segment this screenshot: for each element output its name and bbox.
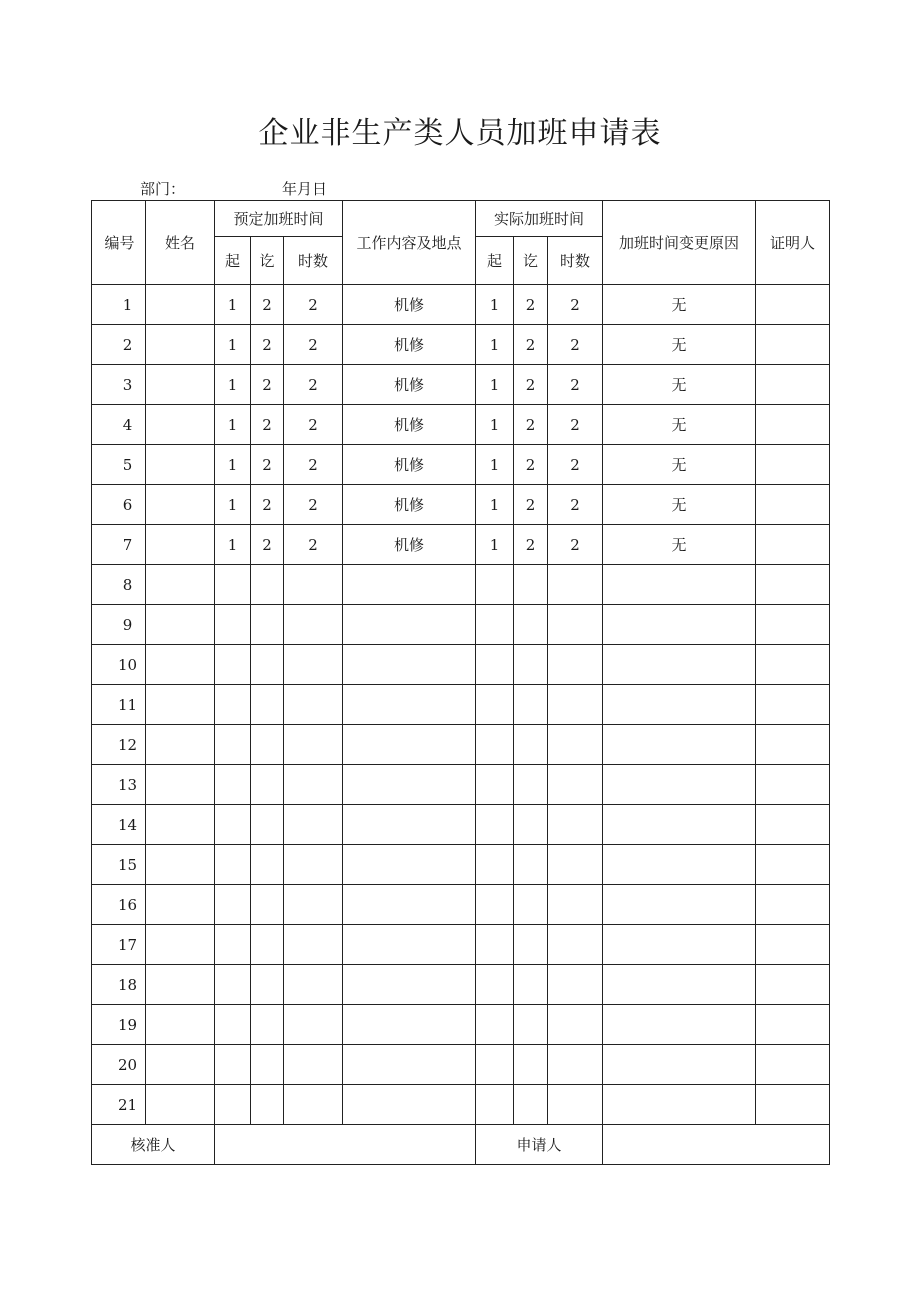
cell-actual-hours[interactable] [548,885,603,925]
cell-witness[interactable] [756,285,830,325]
table-row [92,485,830,525]
cell-actual-start[interactable] [476,965,514,1005]
cell-planned-end[interactable] [251,965,284,1005]
cell-planned-end[interactable]: 2 [251,285,284,325]
cell-work[interactable] [343,685,476,725]
header-reason: 加班时间变更原因 [603,201,756,285]
cell-actual-end[interactable] [514,925,548,965]
cell-work[interactable] [343,925,476,965]
cell-actual-hours[interactable] [548,965,603,1005]
header-no: 编号 [92,201,146,285]
cell-name[interactable] [146,325,215,365]
cell-actual-end[interactable] [514,605,548,645]
cell-no: 11 [92,685,146,725]
cell-planned-hours[interactable]: 2 [284,285,343,325]
cell-actual-start[interactable]: 1 [476,325,514,365]
cell-reason[interactable]: 无 [603,365,756,405]
cell-name[interactable] [146,765,215,805]
cell-actual-end[interactable] [514,1005,548,1045]
cell-no: 5 [92,445,146,485]
cell-actual-start[interactable] [476,685,514,725]
cell-work[interactable]: 机修 [343,525,476,565]
table-row [92,445,830,485]
header-actual-start: 起 [476,237,514,285]
cell-name[interactable] [146,405,215,445]
cell-reason[interactable] [603,1045,756,1085]
cell-reason[interactable] [603,565,756,605]
applicant-field[interactable] [603,1125,830,1165]
cell-planned-hours[interactable] [284,1085,343,1125]
cell-reason[interactable]: 无 [603,485,756,525]
cell-planned-start[interactable] [215,645,251,685]
cell-no: 13 [92,765,146,805]
table-header [92,201,830,285]
header-planned: 预定加班时间 [215,201,343,237]
cell-actual-hours[interactable]: 2 [548,485,603,525]
cell-planned-end[interactable]: 2 [251,445,284,485]
cell-planned-start[interactable] [215,885,251,925]
cell-work[interactable] [343,605,476,645]
cell-planned-end[interactable]: 2 [251,325,284,365]
cell-witness[interactable] [756,725,830,765]
page-title: 企业非生产类人员加班申请表 [258,116,662,151]
cell-name[interactable] [146,1085,215,1125]
cell-planned-end[interactable]: 2 [251,485,284,525]
cell-reason[interactable] [603,685,756,725]
cell-actual-hours[interactable] [548,765,603,805]
cell-planned-start[interactable] [215,1045,251,1085]
cell-name[interactable] [146,565,215,605]
cell-reason[interactable] [603,965,756,1005]
cell-planned-hours[interactable] [284,565,343,605]
cell-planned-hours[interactable] [284,965,343,1005]
cell-planned-hours[interactable] [284,885,343,925]
cell-planned-start[interactable]: 1 [215,365,251,405]
cell-no: 20 [92,1045,146,1085]
cell-witness[interactable] [756,685,830,725]
header-actual-end: 讫 [514,237,548,285]
header-name: 姓名 [146,201,215,285]
cell-name[interactable] [146,1005,215,1045]
cell-actual-end[interactable]: 2 [514,365,548,405]
cell-no: 21 [92,1085,146,1125]
cell-planned-start[interactable] [215,1005,251,1045]
table-row [92,925,830,965]
cell-no: 17 [92,925,146,965]
cell-work[interactable] [343,725,476,765]
cell-planned-hours[interactable] [284,725,343,765]
cell-actual-start[interactable]: 1 [476,405,514,445]
cell-planned-start[interactable] [215,685,251,725]
cell-work[interactable] [343,1045,476,1085]
cell-actual-hours[interactable] [548,565,603,605]
cell-witness[interactable] [756,1085,830,1125]
cell-planned-start[interactable]: 1 [215,325,251,365]
table-row [92,405,830,445]
cell-no: 18 [92,965,146,1005]
cell-planned-end[interactable] [251,1045,284,1085]
cell-planned-end[interactable] [251,845,284,885]
overtime-table [91,200,830,1165]
cell-name[interactable] [146,525,215,565]
cell-planned-start[interactable] [215,845,251,885]
cell-no: 3 [92,365,146,405]
cell-name[interactable] [146,1045,215,1085]
cell-actual-end[interactable]: 2 [514,325,548,365]
table-row [92,1045,830,1085]
cell-actual-end[interactable]: 2 [514,285,548,325]
cell-reason[interactable] [603,645,756,685]
cell-planned-hours[interactable] [284,805,343,845]
cell-actual-end[interactable]: 2 [514,445,548,485]
cell-work[interactable] [343,965,476,1005]
cell-witness[interactable] [756,325,830,365]
cell-actual-end[interactable] [514,565,548,605]
cell-planned-end[interactable] [251,925,284,965]
cell-reason[interactable] [603,1085,756,1125]
table-row [92,765,830,805]
cell-reason[interactable] [603,1005,756,1045]
header-planned-hours: 时数 [284,237,343,285]
cell-actual-end[interactable]: 2 [514,485,548,525]
table-row [92,645,830,685]
table-row [92,565,830,605]
cell-work[interactable] [343,885,476,925]
cell-actual-start[interactable]: 1 [476,445,514,485]
cell-witness[interactable] [756,1005,830,1045]
cell-work[interactable]: 机修 [343,365,476,405]
cell-work[interactable] [343,765,476,805]
cell-name[interactable] [146,445,215,485]
header-actual-hours: 时数 [548,237,603,285]
cell-no: 8 [92,565,146,605]
cell-planned-hours[interactable] [284,685,343,725]
table-row [92,845,830,885]
cell-witness[interactable] [756,485,830,525]
header-planned-start: 起 [215,237,251,285]
cell-actual-hours[interactable] [548,725,603,765]
cell-witness[interactable] [756,765,830,805]
cell-planned-hours[interactable]: 2 [284,325,343,365]
cell-planned-end[interactable] [251,765,284,805]
cell-name[interactable] [146,845,215,885]
cell-planned-end[interactable] [251,805,284,845]
table-row [92,325,830,365]
table-row [92,725,830,765]
cell-work[interactable]: 机修 [343,285,476,325]
applicant-label: 申请人 [476,1125,603,1165]
cell-name[interactable] [146,285,215,325]
cell-witness[interactable] [756,925,830,965]
cell-planned-hours[interactable]: 2 [284,525,343,565]
cell-actual-start[interactable] [476,925,514,965]
cell-planned-hours[interactable] [284,645,343,685]
cell-witness[interactable] [756,645,830,685]
cell-actual-end[interactable] [514,885,548,925]
cell-actual-hours[interactable]: 2 [548,405,603,445]
cell-work[interactable]: 机修 [343,485,476,525]
cell-planned-start[interactable] [215,965,251,1005]
cell-planned-end[interactable] [251,565,284,605]
cell-name[interactable] [146,605,215,645]
cell-planned-start[interactable] [215,725,251,765]
date-label: 年月日 [282,180,328,198]
cell-actual-end[interactable] [514,685,548,725]
cell-witness[interactable] [756,565,830,605]
cell-planned-end[interactable] [251,1005,284,1045]
cell-planned-end[interactable] [251,1085,284,1125]
cell-reason[interactable] [603,765,756,805]
cell-witness[interactable] [756,405,830,445]
cell-planned-end[interactable] [251,685,284,725]
cell-planned-end[interactable] [251,645,284,685]
cell-planned-start[interactable]: 1 [215,445,251,485]
table-row [92,805,830,845]
cell-planned-start[interactable]: 1 [215,485,251,525]
cell-no: 4 [92,405,146,445]
table-row [92,1085,830,1125]
header-work: 工作内容及地点 [343,201,476,285]
table-row [92,885,830,925]
cell-witness[interactable] [756,525,830,565]
cell-actual-start[interactable] [476,805,514,845]
cell-planned-end[interactable] [251,885,284,925]
cell-name[interactable] [146,685,215,725]
cell-planned-start[interactable] [215,605,251,645]
cell-reason[interactable]: 无 [603,285,756,325]
cell-planned-start[interactable] [215,805,251,845]
cell-actual-hours[interactable]: 2 [548,365,603,405]
cell-witness[interactable] [756,445,830,485]
cell-planned-end[interactable]: 2 [251,405,284,445]
header-actual: 实际加班时间 [476,201,603,237]
cell-reason[interactable] [603,725,756,765]
cell-actual-end[interactable]: 2 [514,405,548,445]
cell-planned-hours[interactable] [284,1005,343,1045]
cell-no: 1 [92,285,146,325]
cell-planned-end[interactable] [251,725,284,765]
cell-planned-start[interactable] [215,765,251,805]
cell-actual-start[interactable] [476,1085,514,1125]
cell-actual-end[interactable] [514,1045,548,1085]
cell-planned-hours[interactable]: 2 [284,485,343,525]
cell-planned-start[interactable] [215,565,251,605]
signature-row [92,1125,830,1165]
cell-actual-start[interactable] [476,765,514,805]
department-label: 部门： [140,180,186,198]
table-row [92,605,830,645]
cell-actual-hours[interactable] [548,645,603,685]
cell-planned-start[interactable]: 1 [215,525,251,565]
cell-actual-hours[interactable] [548,685,603,725]
cell-name[interactable] [146,365,215,405]
cell-name[interactable] [146,805,215,845]
cell-no: 10 [92,645,146,685]
header-row-top [92,201,830,237]
cell-name[interactable] [146,885,215,925]
cell-actual-end[interactable] [514,765,548,805]
cell-witness[interactable] [756,605,830,645]
cell-witness[interactable] [756,885,830,925]
cell-planned-hours[interactable] [284,605,343,645]
cell-actual-end[interactable] [514,725,548,765]
cell-planned-end[interactable]: 2 [251,365,284,405]
table-row [92,685,830,725]
table-row [92,965,830,1005]
cell-work[interactable] [343,1085,476,1125]
cell-reason[interactable]: 无 [603,405,756,445]
cell-reason[interactable] [603,925,756,965]
cell-no: 19 [92,1005,146,1045]
cell-witness[interactable] [756,805,830,845]
cell-planned-hours[interactable] [284,1045,343,1085]
cell-no: 14 [92,805,146,845]
cell-actual-hours[interactable] [548,1045,603,1085]
table-row [92,1005,830,1045]
cell-actual-end[interactable] [514,965,548,1005]
cell-actual-hours[interactable]: 2 [548,325,603,365]
cell-planned-hours[interactable] [284,845,343,885]
cell-no: 6 [92,485,146,525]
cell-actual-start[interactable] [476,725,514,765]
cell-actual-start[interactable]: 1 [476,285,514,325]
cell-reason[interactable]: 无 [603,325,756,365]
cell-planned-hours[interactable] [284,925,343,965]
cell-actual-hours[interactable] [548,605,603,645]
approver-field[interactable] [215,1125,476,1165]
cell-actual-end[interactable] [514,1085,548,1125]
header-witness: 证明人 [756,201,830,285]
cell-actual-start[interactable]: 1 [476,525,514,565]
table-row [92,525,830,565]
cell-name[interactable] [146,965,215,1005]
cell-actual-start[interactable] [476,1005,514,1045]
cell-actual-hours[interactable] [548,1005,603,1045]
cell-actual-start[interactable] [476,645,514,685]
cell-reason[interactable] [603,805,756,845]
cell-actual-start[interactable] [476,605,514,645]
cell-actual-end[interactable] [514,845,548,885]
cell-work[interactable]: 机修 [343,405,476,445]
cell-reason[interactable] [603,605,756,645]
cell-name[interactable] [146,485,215,525]
cell-actual-hours[interactable] [548,845,603,885]
cell-witness[interactable] [756,365,830,405]
cell-no: 16 [92,885,146,925]
cell-actual-hours[interactable]: 2 [548,525,603,565]
cell-actual-start[interactable] [476,565,514,605]
cell-actual-start[interactable] [476,885,514,925]
cell-planned-start[interactable] [215,925,251,965]
cell-actual-hours[interactable]: 2 [548,285,603,325]
cell-actual-hours[interactable] [548,1085,603,1125]
cell-reason[interactable] [603,845,756,885]
cell-name[interactable] [146,645,215,685]
cell-witness[interactable] [756,845,830,885]
cell-actual-hours[interactable] [548,805,603,845]
table-footer [92,1125,830,1165]
cell-actual-start[interactable]: 1 [476,485,514,525]
cell-work[interactable] [343,845,476,885]
cell-actual-hours[interactable] [548,925,603,965]
approver-label: 核准人 [92,1125,215,1165]
cell-actual-hours[interactable]: 2 [548,445,603,485]
table-row [92,365,830,405]
cell-no: 9 [92,605,146,645]
cell-no: 2 [92,325,146,365]
cell-actual-start[interactable]: 1 [476,365,514,405]
cell-no: 15 [92,845,146,885]
table-row [92,285,830,325]
cell-name[interactable] [146,725,215,765]
cell-planned-hours[interactable] [284,765,343,805]
cell-planned-start[interactable] [215,1085,251,1125]
cell-work[interactable]: 机修 [343,445,476,485]
cell-witness[interactable] [756,1045,830,1085]
cell-reason[interactable] [603,885,756,925]
cell-work[interactable] [343,805,476,845]
cell-no: 7 [92,525,146,565]
cell-planned-hours[interactable]: 2 [284,365,343,405]
cell-planned-start[interactable]: 1 [215,405,251,445]
cell-no: 12 [92,725,146,765]
cell-planned-end[interactable]: 2 [251,525,284,565]
cell-actual-end[interactable] [514,805,548,845]
table-body [92,285,830,1125]
cell-reason[interactable]: 无 [603,525,756,565]
cell-actual-end[interactable] [514,645,548,685]
header-planned-end: 讫 [251,237,284,285]
cell-actual-start[interactable] [476,845,514,885]
cell-actual-end[interactable]: 2 [514,525,548,565]
cell-name[interactable] [146,925,215,965]
cell-work[interactable] [343,565,476,605]
cell-planned-hours[interactable]: 2 [284,405,343,445]
cell-work[interactable] [343,645,476,685]
cell-work[interactable]: 机修 [343,325,476,365]
cell-planned-end[interactable] [251,605,284,645]
cell-actual-start[interactable] [476,1045,514,1085]
cell-reason[interactable]: 无 [603,445,756,485]
cell-planned-start[interactable]: 1 [215,285,251,325]
cell-work[interactable] [343,1005,476,1045]
cell-witness[interactable] [756,965,830,1005]
cell-planned-hours[interactable]: 2 [284,445,343,485]
